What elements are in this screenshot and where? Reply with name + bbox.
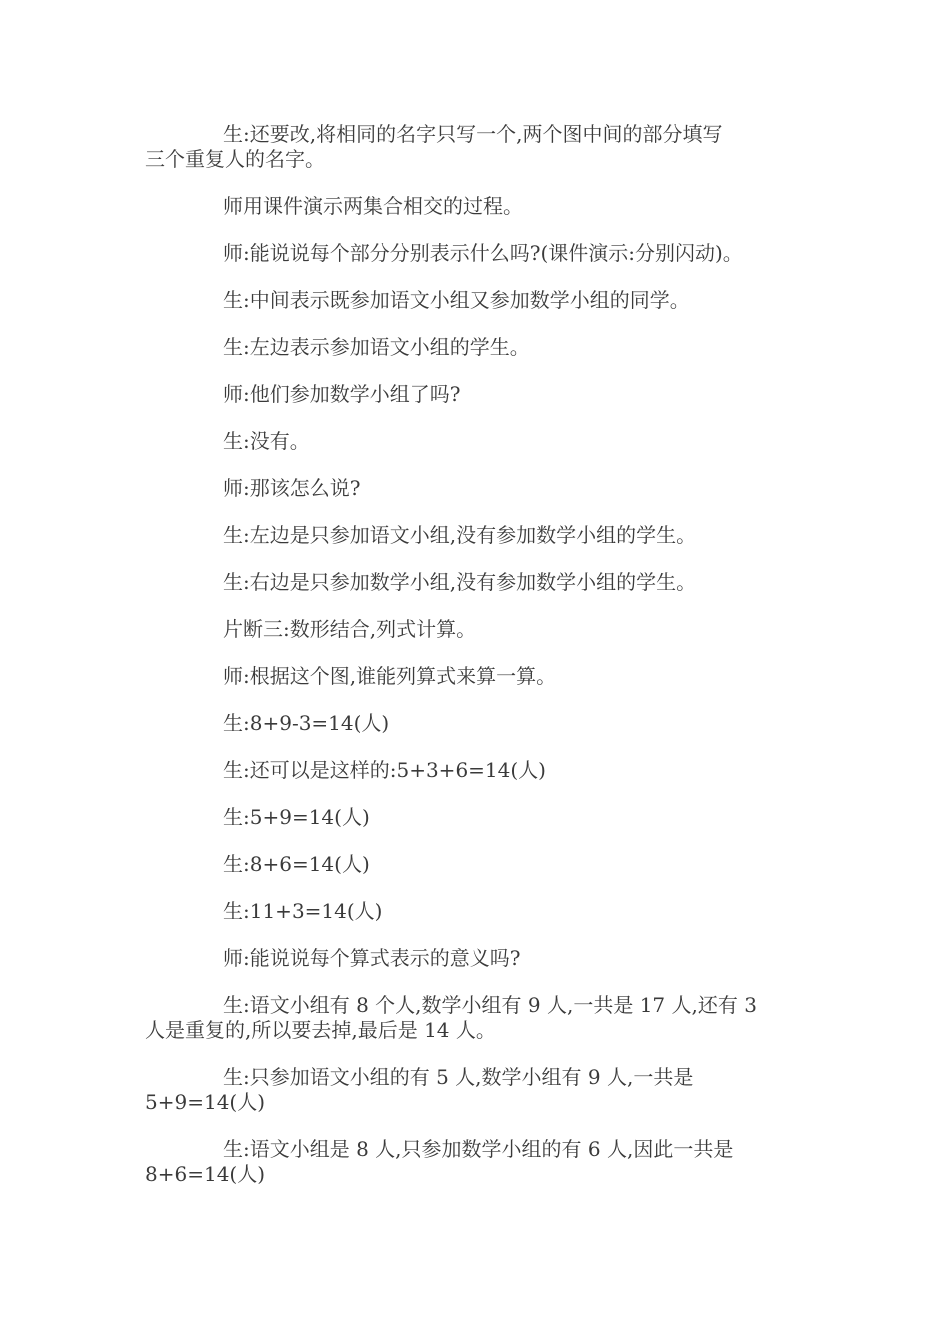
paragraph-line: 生:5+9=14(人) [223,805,370,829]
paragraph [145,476,810,501]
paragraph-line: 生:8+6=14(人) [223,852,370,876]
paragraph [145,711,810,736]
paragraph [145,664,810,689]
paragraph-line: 三个重复人的名字。 [145,147,325,171]
paragraph-line: 8+6=14(人) [145,1162,266,1186]
paragraph [145,993,810,1043]
paragraph-line: 师用课件演示两集合相交的过程。 [223,194,523,218]
paragraph [145,523,810,548]
paragraph [145,335,810,360]
paragraph-line: 师:能说说每个算式表示的意义吗? [223,946,521,970]
paragraph [145,946,810,971]
paragraph [145,429,810,454]
paragraph [145,570,810,595]
paragraph [145,758,810,783]
document-body [145,122,810,1209]
paragraph-line: 生:中间表示既参加语文小组又参加数学小组的同学。 [223,288,690,312]
paragraph [145,241,810,266]
paragraph-line: 生:只参加语文小组的有 5 人,数学小组有 9 人,一共是 [223,1065,694,1089]
paragraph-line: 师:能说说每个部分分别表示什么吗?(课件演示:分别闪动)。 [223,241,743,265]
paragraph [145,382,810,407]
paragraph [145,288,810,313]
paragraph [145,617,810,642]
paragraph-line: 人是重复的,所以要去掉,最后是 14 人。 [145,1018,496,1042]
paragraph-line: 师:那该怎么说? [223,476,361,500]
paragraph [145,1137,810,1187]
paragraph-line: 生:8+9-3=14(人) [223,711,390,735]
paragraph [145,852,810,877]
paragraph-line: 师:根据这个图,谁能列算式来算一算。 [223,664,557,688]
paragraph [145,122,810,172]
paragraph [145,899,810,924]
paragraph-line: 生:右边是只参加数学小组,没有参加数学小组的学生。 [223,570,697,594]
paragraph [145,194,810,219]
paragraph-line: 生:还要改,将相同的名字只写一个,两个图中间的部分填写 [223,122,723,146]
paragraph-line: 生:语文小组是 8 人,只参加数学小组的有 6 人,因此一共是 [223,1137,734,1161]
paragraph-line: 生:左边是只参加语文小组,没有参加数学小组的学生。 [223,523,697,547]
paragraph [145,1065,810,1115]
paragraph-line: 师:他们参加数学小组了吗? [223,382,461,406]
paragraph-line: 片断三:数形结合,列式计算。 [223,617,477,641]
paragraph-line: 生:语文小组有 8 个人,数学小组有 9 人,一共是 17 人,还有 3 [223,993,757,1017]
paragraph-line: 生:左边表示参加语文小组的学生。 [223,335,530,359]
paragraph [145,805,810,830]
paragraph-line: 5+9=14(人) [145,1090,266,1114]
paragraph-line: 生:11+3=14(人) [223,899,383,923]
paragraph-line: 生:还可以是这样的:5+3+6=14(人) [223,758,546,782]
paragraph-line: 生:没有。 [223,429,310,453]
